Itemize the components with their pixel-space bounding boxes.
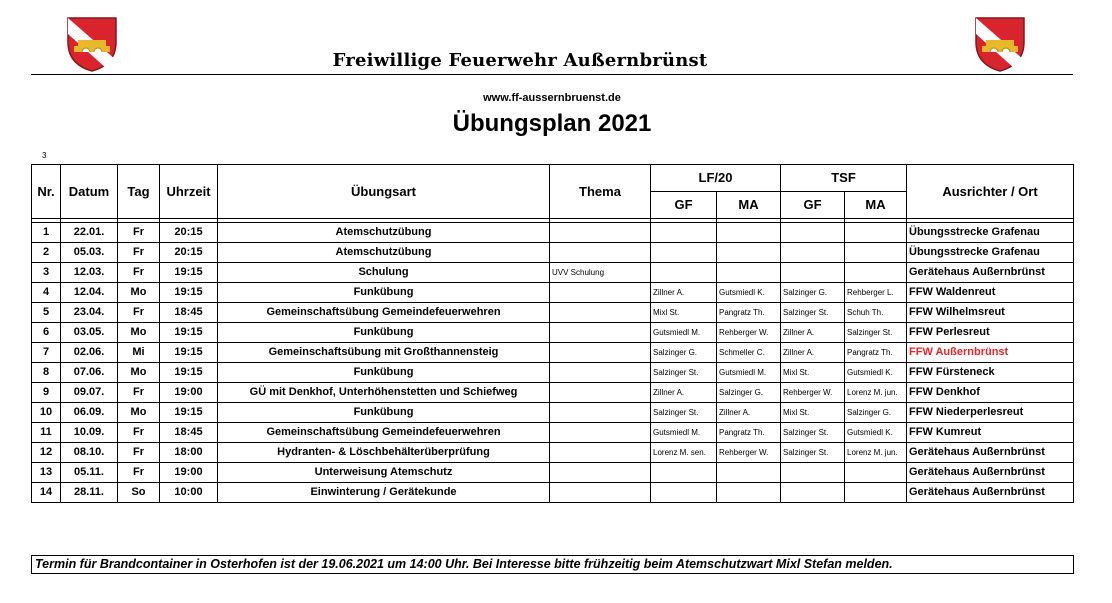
cell-lf20-ma [717, 463, 781, 483]
cell-ausrichter: Gerätehaus Außernbrünst [907, 463, 1074, 483]
cell-ausrichter: FFW Niederperlesreut [907, 403, 1074, 423]
cell-uhrzeit: 19:15 [160, 323, 218, 343]
table-row [32, 443, 1074, 463]
cell-lf20-gf: Lorenz M. sen. [651, 443, 717, 463]
cell-tsf-ma: Lorenz M. jun. [845, 443, 907, 463]
cell-lf20-ma: Rehberger W. [717, 323, 781, 343]
header-divider [31, 74, 1073, 75]
cell-datum: 08.10. [61, 443, 118, 463]
cell-nr: 5 [32, 303, 61, 323]
cell-uhrzeit: 10:00 [160, 483, 218, 503]
cell-tag: Fr [118, 463, 160, 483]
cell-lf20-ma [717, 223, 781, 243]
cell-uebungsart: Gemeinschaftsübung mit Großthannensteig [218, 343, 550, 363]
cell-nr: 9 [32, 383, 61, 403]
cell-thema [550, 423, 651, 443]
cell-tag: Fr [118, 443, 160, 463]
cell-tsf-gf: Salzinger G. [781, 283, 845, 303]
cell-uebungsart: Atemschutzübung [218, 243, 550, 263]
cell-uebungsart: Funkübung [218, 283, 550, 303]
cell-ausrichter: Übungsstrecke Grafenau [907, 223, 1074, 243]
cell-nr: 6 [32, 323, 61, 343]
cell-nr: 7 [32, 343, 61, 363]
cell-tsf-gf [781, 243, 845, 263]
cell-ausrichter: FFW Fürsteneck [907, 363, 1074, 383]
cell-datum: 02.06. [61, 343, 118, 363]
cell-datum: 07.06. [61, 363, 118, 383]
cell-lf20-gf: Salzinger St. [651, 403, 717, 423]
cell-tsf-gf: Rehberger W. [781, 383, 845, 403]
cell-ausrichter: FFW Wilhelmsreut [907, 303, 1074, 323]
cell-tsf-ma: Lorenz M. jun. [845, 383, 907, 403]
cell-lf20-ma: Gutsmiedl K. [717, 283, 781, 303]
table-row [32, 403, 1074, 423]
table-row [32, 383, 1074, 403]
cell-lf20-gf: Gutsmiedl M. [651, 423, 717, 443]
cell-tag: Mo [118, 403, 160, 423]
cell-thema: UVV Schulung [550, 263, 651, 283]
col-header-ausrichter: Ausrichter / Ort [907, 165, 1074, 219]
cell-nr: 11 [32, 423, 61, 443]
cell-tsf-gf: Salzinger St. [781, 423, 845, 443]
cell-datum: 28.11. [61, 483, 118, 503]
cell-thema [550, 483, 651, 503]
cell-uebungsart: Atemschutzübung [218, 223, 550, 243]
cell-tsf-ma: Gutsmiedl K. [845, 423, 907, 443]
cell-uhrzeit: 20:15 [160, 223, 218, 243]
col-header-tsf-gf: GF [781, 192, 845, 219]
cell-lf20-gf: Salzinger St. [651, 363, 717, 383]
cell-tsf-ma: Salzinger G. [845, 403, 907, 423]
cell-ausrichter: Gerätehaus Außernbrünst [907, 483, 1074, 503]
cell-uhrzeit: 19:15 [160, 403, 218, 423]
table-header-row [32, 165, 1074, 192]
cell-uhrzeit: 19:15 [160, 283, 218, 303]
cell-tsf-gf [781, 223, 845, 243]
cell-tsf-ma: Schuh Th. [845, 303, 907, 323]
cell-lf20-ma [717, 483, 781, 503]
col-header-datum: Datum [61, 165, 118, 219]
cell-thema [550, 443, 651, 463]
cell-thema [550, 223, 651, 243]
cell-ausrichter: FFW Perlesreut [907, 323, 1074, 343]
cell-thema [550, 303, 651, 323]
table-row [32, 343, 1074, 363]
cell-datum: 12.04. [61, 283, 118, 303]
cell-uhrzeit: 19:15 [160, 363, 218, 383]
cell-uebungsart: Funkübung [218, 323, 550, 343]
cell-thema [550, 363, 651, 383]
col-header-tsf-ma: MA [845, 192, 907, 219]
cell-datum: 09.07. [61, 383, 118, 403]
cell-tsf-ma [845, 243, 907, 263]
cell-uebungsart: Funkübung [218, 403, 550, 423]
cell-uebungsart: Schulung [218, 263, 550, 283]
cell-lf20-ma: Salzinger G. [717, 383, 781, 403]
cell-uhrzeit: 18:45 [160, 303, 218, 323]
cell-tsf-ma [845, 463, 907, 483]
cell-tag: Mo [118, 363, 160, 383]
cell-nr: 13 [32, 463, 61, 483]
cell-nr: 3 [32, 263, 61, 283]
cell-tsf-gf [781, 483, 845, 503]
cell-uebungsart: Funkübung [218, 363, 550, 383]
cell-nr: 10 [32, 403, 61, 423]
cell-uhrzeit: 20:15 [160, 243, 218, 263]
cell-lf20-ma: Schmeller C. [717, 343, 781, 363]
table-row [32, 223, 1074, 243]
table-row [32, 263, 1074, 283]
cell-lf20-gf [651, 223, 717, 243]
col-header-uebungsart: Übungsart [218, 165, 550, 219]
cell-datum: 06.09. [61, 403, 118, 423]
cell-ausrichter: Gerätehaus Außernbrünst [907, 443, 1074, 463]
table-row [32, 243, 1074, 263]
cell-lf20-gf [651, 463, 717, 483]
cell-lf20-ma: Zillner A. [717, 403, 781, 423]
footer-note: Termin für Brandcontainer in Osterhofen ist der 19.06.2021 um 14:00 Uhr. Bei Interesse bitte frühzeitig beim Atemschutzwart Mixl Stefan melden. [31, 555, 1074, 574]
cell-lf20-gf [651, 243, 717, 263]
cell-nr: 14 [32, 483, 61, 503]
cell-datum: 05.03. [61, 243, 118, 263]
cell-nr: 1 [32, 223, 61, 243]
table-row [32, 363, 1074, 383]
cell-uebungsart: Einwinterung / Gerätekunde [218, 483, 550, 503]
col-header-tsf: TSF [781, 165, 907, 192]
schedule-table [31, 164, 1074, 503]
cell-lf20-gf: Zillner A. [651, 283, 717, 303]
cell-uhrzeit: 18:00 [160, 443, 218, 463]
cell-tag: Fr [118, 263, 160, 283]
cell-tag: Fr [118, 423, 160, 443]
cell-tsf-ma: Rehberger L. [845, 283, 907, 303]
cell-nr: 4 [32, 283, 61, 303]
table-row [32, 303, 1074, 323]
cell-tag: Mo [118, 323, 160, 343]
cell-lf20-ma: Pangratz Th. [717, 303, 781, 323]
cell-thema [550, 463, 651, 483]
cell-tsf-gf: Zillner A. [781, 343, 845, 363]
cell-tag: Fr [118, 383, 160, 403]
cell-nr: 8 [32, 363, 61, 383]
cell-lf20-gf: Zillner A. [651, 383, 717, 403]
cell-thema [550, 283, 651, 303]
cell-lf20-gf [651, 483, 717, 503]
cell-ausrichter: Gerätehaus Außernbrünst [907, 263, 1074, 283]
table-row [32, 463, 1074, 483]
cell-tsf-ma [845, 483, 907, 503]
table-row [32, 423, 1074, 443]
cell-tsf-gf: Zillner A. [781, 323, 845, 343]
cell-lf20-gf: Mixl St. [651, 303, 717, 323]
cell-thema [550, 323, 651, 343]
cell-tsf-ma: Salzinger St. [845, 323, 907, 343]
cell-lf20-gf: Gutsmiedl M. [651, 323, 717, 343]
cell-lf20-ma [717, 263, 781, 283]
cell-tag: Fr [118, 223, 160, 243]
cell-tsf-ma [845, 263, 907, 283]
cell-thema [550, 383, 651, 403]
cell-tag: Mo [118, 283, 160, 303]
table-row [32, 483, 1074, 503]
cell-datum: 22.01. [61, 223, 118, 243]
cell-uebungsart: Unterweisung Atemschutz [218, 463, 550, 483]
cell-thema [550, 343, 651, 363]
cell-uhrzeit: 18:45 [160, 423, 218, 443]
table-row [32, 283, 1074, 303]
cell-tsf-ma: Pangratz Th. [845, 343, 907, 363]
cell-uhrzeit: 19:00 [160, 463, 218, 483]
page-title: Übungsplan 2021 [452, 110, 652, 137]
cell-tsf-gf [781, 463, 845, 483]
cell-ausrichter: FFW Denkhof [907, 383, 1074, 403]
cell-datum: 10.09. [61, 423, 118, 443]
cell-uebungsart: Hydranten- & Löschbehälterüberprüfung [218, 443, 550, 463]
cell-lf20-ma [717, 243, 781, 263]
cell-uhrzeit: 19:00 [160, 383, 218, 403]
cell-lf20-gf: Salzinger G. [651, 343, 717, 363]
cell-ausrichter: FFW Waldenreut [907, 283, 1074, 303]
table-row [32, 323, 1074, 343]
cell-tsf-gf: Mixl St. [781, 363, 845, 383]
cell-tsf-gf [781, 263, 845, 283]
cell-lf20-ma: Rehberger W. [717, 443, 781, 463]
cell-lf20-ma: Pangratz Th. [717, 423, 781, 443]
small-number: 3 [42, 151, 47, 160]
col-header-nr: Nr. [32, 165, 61, 219]
cell-nr: 12 [32, 443, 61, 463]
cell-uebungsart: Gemeinschaftsübung Gemeindefeuerwehren [218, 303, 550, 323]
cell-ausrichter: FFW Außernbrünst [907, 343, 1074, 363]
cell-ausrichter: FFW Kumreut [907, 423, 1074, 443]
cell-lf20-ma: Gutsmiedl M. [717, 363, 781, 383]
cell-tsf-ma [845, 223, 907, 243]
cell-uhrzeit: 19:15 [160, 343, 218, 363]
cell-tsf-gf: Salzinger St. [781, 303, 845, 323]
cell-tag: Fr [118, 243, 160, 263]
cell-thema [550, 243, 651, 263]
website-url: www.ff-aussernbruenst.de [483, 92, 621, 104]
col-header-thema: Thema [550, 165, 651, 219]
cell-datum: 05.11. [61, 463, 118, 483]
col-header-lf20-gf: GF [651, 192, 717, 219]
cell-ausrichter: Übungsstrecke Grafenau [907, 243, 1074, 263]
cell-tag: Fr [118, 303, 160, 323]
col-header-lf20: LF/20 [651, 165, 781, 192]
cell-tsf-gf: Salzinger St. [781, 443, 845, 463]
cell-tag: So [118, 483, 160, 503]
cell-nr: 2 [32, 243, 61, 263]
cell-uebungsart: Gemeinschaftsübung Gemeindefeuerwehren [218, 423, 550, 443]
cell-datum: 23.04. [61, 303, 118, 323]
col-header-uhrzeit: Uhrzeit [160, 165, 218, 219]
cell-datum: 03.05. [61, 323, 118, 343]
cell-thema [550, 403, 651, 423]
org-name: Freiwillige Feuerwehr Außernbrünst [332, 50, 708, 71]
col-header-tag: Tag [118, 165, 160, 219]
cell-tsf-ma: Gutsmiedl K. [845, 363, 907, 383]
col-header-lf20-ma: MA [717, 192, 781, 219]
cell-datum: 12.03. [61, 263, 118, 283]
cell-tsf-gf: Mixl St. [781, 403, 845, 423]
cell-tag: Mi [118, 343, 160, 363]
cell-uebungsart: GÜ mit Denkhof, Unterhöhenstetten und Schiefweg [218, 383, 550, 403]
cell-lf20-gf [651, 263, 717, 283]
cell-uhrzeit: 19:15 [160, 263, 218, 283]
